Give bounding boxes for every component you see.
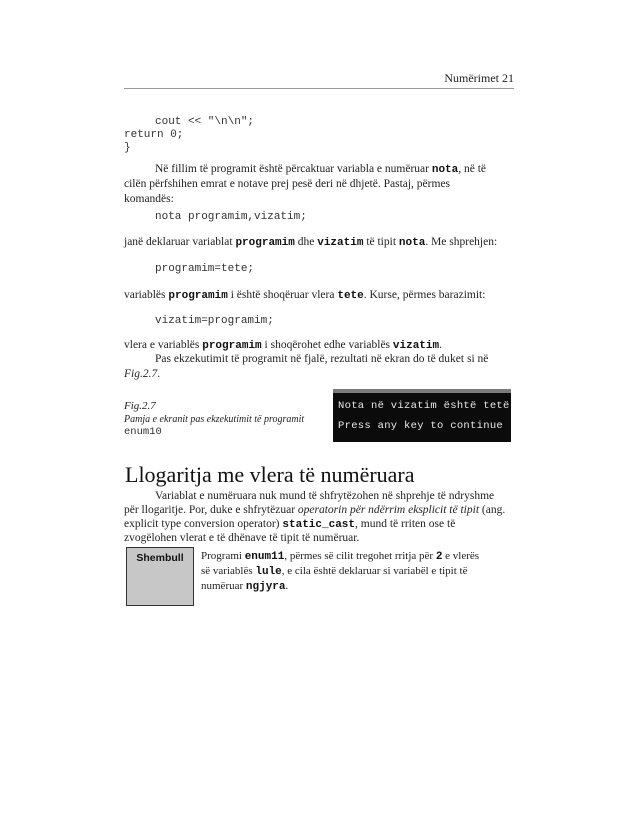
example-label: Shembull: [136, 552, 184, 564]
paragraph-declared: janë deklaruar variablat programim dhe vizatim të tipit nota. Me shprehjen:: [124, 236, 498, 249]
paragraph-execution-line1: Pas ekzekutimit të programit në fjalë, rezultati në ekran do të duket si në: [155, 353, 489, 365]
figure-label: Fig.2.7: [124, 400, 156, 412]
paragraph-calc-line3: explicit type conversion operator) static_cast, mund të rriten ose të: [124, 518, 456, 531]
figure-reference: Fig.2.7: [124, 368, 158, 380]
figure-program-name: enum10: [124, 426, 162, 438]
paragraph-calc-line4: zvogëlohen vlerat e të dhënave të tipit të numëruar.: [124, 532, 360, 544]
code-declaration: nota programim,vizatim;: [155, 211, 307, 223]
paragraph-calc-line1: Variablat e numëruara nuk mund të shfrytëzohen në shprehje të ndryshme: [155, 490, 495, 502]
console-line-1: Nota në vizatim është tetë: [338, 400, 510, 412]
paragraph-execution-line2: Fig.2.7.: [124, 368, 161, 380]
code-assignment-1: programim=tete;: [155, 263, 255, 275]
header-divider: [124, 88, 514, 89]
paragraph-intro-line3: komandës:: [124, 193, 174, 205]
figure-caption: Pamja e ekranit pas ekzekutimit të programit: [124, 414, 305, 425]
code-line-cout: cout << "\n\n";: [155, 116, 255, 128]
paragraph-associated: variablës programim i është shoqëruar vlera tete. Kurse, përmes barazimit:: [124, 289, 486, 302]
example-text-line3: numëruar ngjyra.: [201, 580, 289, 593]
paragraph-calc-line2: për llogaritje. Por, duke e shfrytëzuar operatorin për ndërrim eksplicit të tipit (ang.: [124, 504, 506, 516]
code-line-brace: }: [124, 142, 131, 154]
example-text-line1: Programi enum11, përmes së cilit tregohet rritja për 2 e vlerës: [201, 550, 480, 563]
paragraph-value-assigned: vlera e variablës programim i shoqërohet edhe variablës vizatim.: [124, 339, 442, 352]
console-output: [333, 389, 511, 442]
code-line-return: return 0;: [124, 129, 184, 141]
section-heading: Llogaritja me vlera të numëruara: [125, 462, 415, 487]
page-number: 21: [502, 71, 514, 85]
example-box: [126, 547, 194, 606]
paragraph-intro-line1: Në fillim të programit është përcaktuar variabla e numëruar nota, në të: [155, 163, 487, 176]
page-header: [444, 71, 514, 86]
console-line-2: Press any key to continue: [338, 420, 504, 432]
paragraph-intro-line2: cilën përfshihen emrat e notave prej pesë deri në dhjetë. Pastaj, përmes: [124, 178, 451, 190]
header-title: Numërimet: [444, 71, 499, 85]
code-assignment-2: vizatim=programim;: [155, 315, 274, 327]
example-text-line2: së variablës lule, e cila është deklaruar si variabël e tipit të: [201, 565, 468, 578]
